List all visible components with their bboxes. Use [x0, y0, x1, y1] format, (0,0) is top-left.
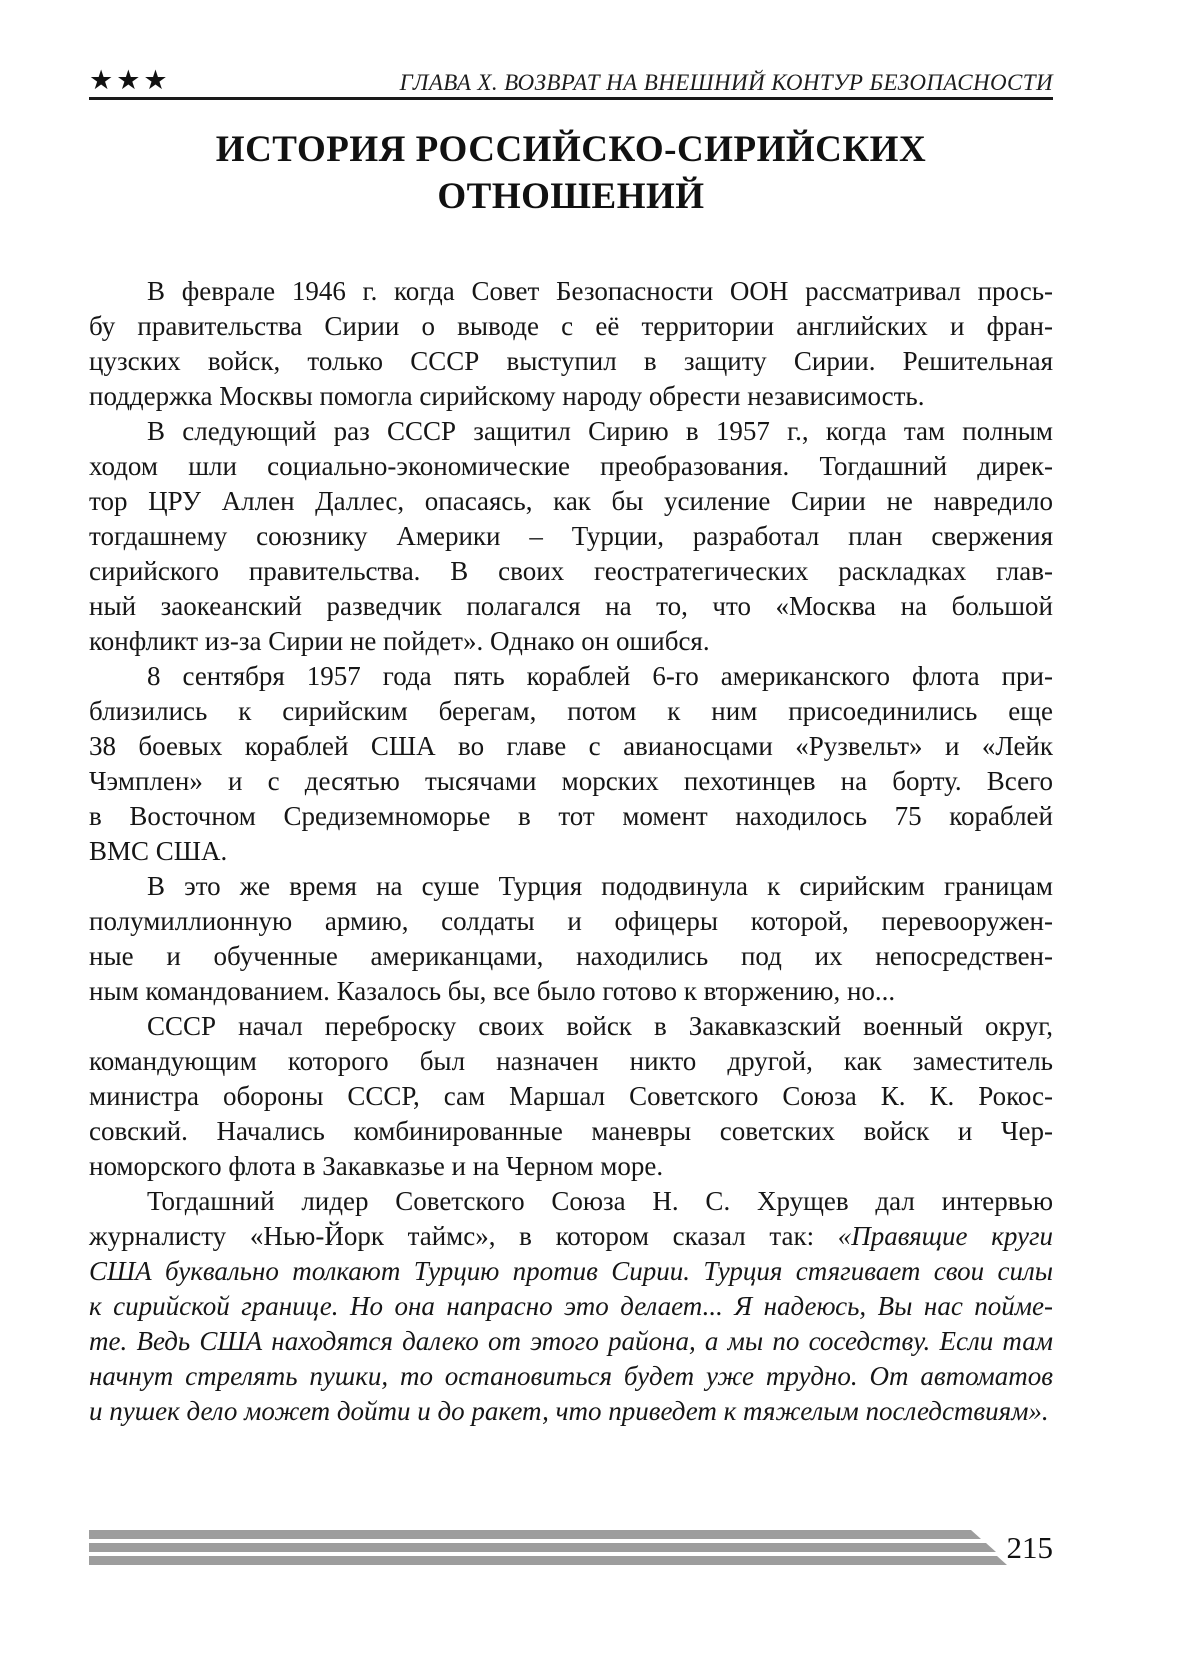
text-run: ный заокеанский разведчик полагался на то, что «Москва на большой [89, 591, 1053, 621]
text-line [89, 764, 1053, 799]
page-title-line: ИСТОРИЯ РОССИЙСКО-СИРИЙСКИХ [215, 129, 927, 170]
text-run: журналисту «Нью-Йорк таймс», в котором сказал так: [89, 1221, 838, 1251]
text-run: цузских войск, только СССР выступил в защиту Сирии. Решительная [89, 346, 1053, 376]
text-run: В следующий раз СССР защитил Сирию в 1957 г., когда там полным [147, 416, 1053, 446]
page-number: 215 [1006, 1530, 1053, 1565]
text-line [89, 274, 1053, 309]
text-line [89, 344, 1053, 379]
text-run: 8 сентября 1957 года пять кораблей 6-го американского флота при- [147, 661, 1053, 691]
text-line [89, 939, 1053, 974]
text-run: конфликт из-за Сирии не пойдет». Однако он ошибся. [89, 626, 710, 656]
text-line [89, 869, 1053, 904]
text-run: СССР начал переброску своих войск в Закавказский военный округ, [147, 1011, 1053, 1041]
text-line [89, 1044, 1053, 1079]
text-run: Тогдашний лидер Советского Союза Н. С. Хрущев дал интервью [147, 1186, 1053, 1216]
text-run: ные и обученные американцами, находились под их непосредствен- [89, 941, 1053, 971]
quote-text-run: «Правящие круги [837, 1221, 1053, 1251]
text-run: В это же время на суше Турция пододвинула к сирийским границам [147, 871, 1053, 901]
paragraph [89, 1184, 1053, 1429]
text-line [89, 974, 1053, 1009]
text-line [89, 449, 1053, 484]
quote-text-run: к сирийской границе. Но она напрасно это делает... Я надеюсь, Вы нас пойме- [89, 1291, 1053, 1321]
text-run: тогдашнему союзнику Америки – Турции, разработал план свержения [89, 521, 1053, 551]
text-run: ным командованием. Казалось бы, все было готово к вторжению, но... [89, 976, 896, 1006]
page-footer [89, 1530, 1053, 1568]
text-line [89, 589, 1053, 624]
text-line [89, 1184, 1053, 1219]
text-run: поддержка Москвы помогла сирийскому народу обрести независимость. [89, 381, 925, 411]
footer-bar-ornament [89, 1530, 981, 1539]
quote-text-run: США буквально толкают Турцию против Сирии. Турция стягивает свои силы [89, 1256, 1053, 1286]
text-line [89, 519, 1053, 554]
text-run: совский. Начались комбинированные маневры советских войск и Чер- [89, 1116, 1053, 1146]
text-line [89, 799, 1053, 834]
text-line [89, 834, 1053, 869]
text-line [89, 1219, 1053, 1254]
text-run: бу правительства Сирии о выводе с её территории английских и фран- [89, 311, 1053, 341]
body-text [89, 274, 1053, 1429]
text-line [89, 1324, 1053, 1359]
text-line [89, 1359, 1053, 1394]
text-line [89, 1009, 1053, 1044]
text-line [89, 484, 1053, 519]
text-line [89, 1394, 1053, 1429]
text-line [89, 1289, 1053, 1324]
text-line [89, 554, 1053, 589]
paragraph [89, 869, 1053, 1009]
text-run: близились к сирийским берегам, потом к ним присоединились еще [89, 696, 1053, 726]
text-run: ходом шли социально-экономические преобразования. Тогдашний дирек- [89, 451, 1053, 481]
paragraph [89, 274, 1053, 414]
text-line [89, 1079, 1053, 1114]
quote-text-run: те. Ведь США находятся далеко от этого района, а мы по соседству. Если там [89, 1326, 1053, 1356]
footer-bar-ornament [89, 1543, 996, 1552]
quote-text-run: и пушек дело может дойти и до ракет, что приведет к тяжелым последствиям». [89, 1396, 1049, 1426]
text-line [89, 624, 1053, 659]
text-run: тор ЦРУ Аллен Даллес, опасаясь, как бы усиление Сирии не навредило [89, 486, 1053, 516]
paragraph [89, 414, 1053, 659]
text-line [89, 694, 1053, 729]
page-title-line: ОТНОШЕНИЙ [437, 176, 705, 217]
page-title [89, 126, 1053, 220]
text-run: сирийского правительства. В своих геостратегических раскладках глав- [89, 556, 1053, 586]
text-line [89, 1254, 1053, 1289]
text-line [89, 414, 1053, 449]
chapter-running-title: ГЛАВА X. ВОЗВРАТ НА ВНЕШНИЙ КОНТУР БЕЗОПАСНОСТИ [399, 70, 1053, 95]
text-line [89, 729, 1053, 764]
text-run: 38 боевых кораблей США во главе с авианосцами «Рузвельт» и «Лейк [89, 731, 1053, 761]
text-run: в Восточном Средиземноморье в тот момент находилось 75 кораблей [89, 801, 1053, 831]
text-line [89, 904, 1053, 939]
header-rule [89, 97, 1053, 100]
paragraph [89, 659, 1053, 869]
text-line [89, 659, 1053, 694]
text-line [89, 1149, 1053, 1184]
footer-bar-ornament [89, 1556, 1007, 1565]
text-run: командующим которого был назначен никто другой, как заместитель [89, 1046, 1053, 1076]
text-run: министра обороны СССР, сам Маршал Советского Союза К. К. Рокос- [89, 1081, 1053, 1111]
running-head [89, 56, 1053, 94]
text-line [89, 1114, 1053, 1149]
text-line [89, 379, 1053, 414]
text-run: номорского флота в Закавказье и на Черном море. [89, 1151, 664, 1181]
text-line [89, 309, 1053, 344]
stars-ornament-icon: ★★★ [89, 65, 171, 95]
quote-text-run: начнут стрелять пушки, то остановиться будет уже трудно. От автоматов [89, 1361, 1053, 1391]
text-run: Чэмплен» и с десятью тысячами морских пехотинцев на борту. Всего [89, 766, 1053, 796]
paragraph [89, 1009, 1053, 1184]
text-run: полумиллионную армию, солдаты и офицеры которой, перевооружен- [89, 906, 1053, 936]
text-run: В феврале 1946 г. когда Совет Безопасности ООН рассматривал прось- [147, 276, 1053, 306]
text-run: ВМС США. [89, 836, 228, 866]
